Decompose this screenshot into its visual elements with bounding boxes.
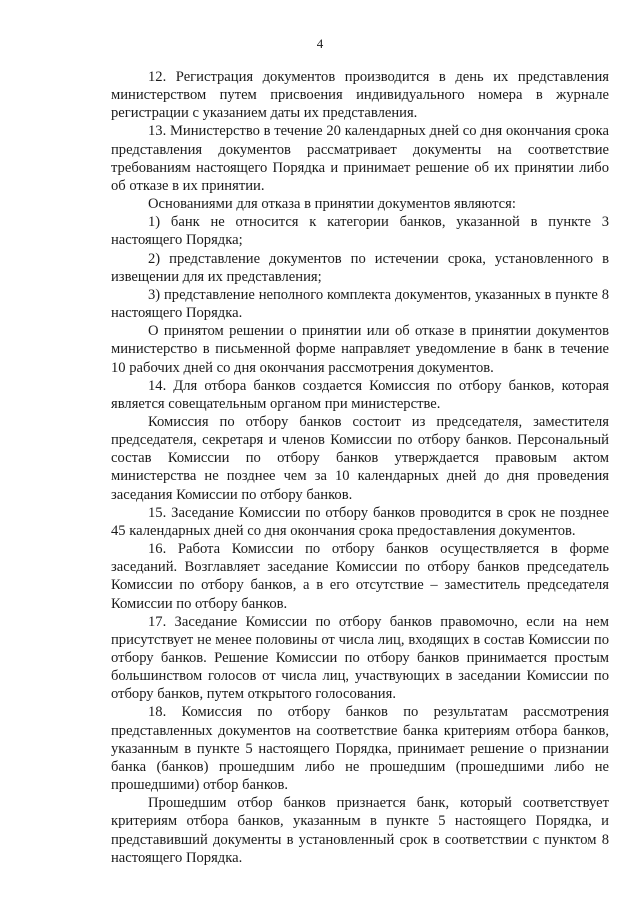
list-item-1: 1) банк не относится к категории банков, указанной в пункте 3 настоящего Порядка; [111, 214, 609, 249]
document-body [111, 68, 609, 867]
paragraph-13-review: 13. Министерство в течение 20 календарных дней со дня окончания срока представления документов рассматривает документы на соответствие требованиям настоящего Порядка и принимает решение об их принятии либо об отказе в их принятии. [111, 123, 609, 194]
list-item-2: 2) представление документов по истечении срока, установленного в извещении для их представления; [111, 250, 609, 285]
paragraph-18-decision: 18. Комиссия по отбору банков по результатам рассмотрения представленных документов на соответствие банка критериям отбора банков, указанным в пункте 5 настоящего Порядка, принимает решение о признании банка (банков) прошедшим либо не прошедшим (прошедшими либо не прошедшими) отбор банков. [111, 704, 609, 794]
paragraph-17-quorum: 17. Заседание Комиссии по отбору банков правомочно, если на нем присутствует не менее половины от числа лиц, входящих в состав Комиссии по отбору банков. Решение Комиссии по отбору банков принимается простым большинством голосов от числа лиц, участвующих в заседании Комиссии по отбору банков, путем открытого голосования. [111, 613, 609, 703]
paragraph-commission-composition: Комиссия по отбору банков состоит из председателя, заместителя председателя, секретаря и членов Комиссии по отбору банков. Персональный состав Комиссии по отбору банков утверждается правовым актом министерства не позднее чем за 10 календарных дней до дня проведения заседания Комиссии по отбору банков. [111, 413, 609, 503]
list-item-3: 3) представление неполного комплекта документов, указанных в пункте 8 настоящего Порядка. [111, 286, 609, 322]
paragraph-notification: О принятом решении о принятии или об отказе в принятии документов министерство в письменной форме направляет уведомление в банк в течение 10 рабочих дней со дня окончания рассмотрения документов. [111, 323, 609, 376]
paragraph-15-meeting-term: 15. Заседание Комиссии по отбору банков проводится в срок не позднее 45 календарных дней со дня окончания срока предоставления документов. [111, 504, 609, 539]
paragraph-16-meetings: 16. Работа Комиссии по отбору банков осуществляется в форме заседаний. Возглавляет заседание Комиссии по отбору банков председатель Комиссии по отбору банков, а в его отсутствие – заместитель председателя Комиссии по отбору банков. [111, 541, 609, 612]
page-number: 4 [316, 36, 324, 51]
paragraph-12-registration: 12. Регистрация документов производится в день их представления министерством путем присвоения индивидуального номера в журнале регистрации с указанием даты их представления. [111, 69, 609, 122]
paragraph-refusal-grounds: Основаниями для отказа в принятии документов являются: [148, 196, 516, 213]
paragraph-14-commission: 14. Для отбора банков создается Комиссия по отбору банков, которая является совещательным органом при министерстве. [111, 377, 609, 412]
paragraph-passed-selection: Прошедшим отбор банков признается банк, который соответствует критериям отбора банков, указанным в пункте 5 настоящего Порядка, и представивший документы в установленный срок в соответствии с пунктом 8 настоящего Порядка. [111, 795, 609, 866]
